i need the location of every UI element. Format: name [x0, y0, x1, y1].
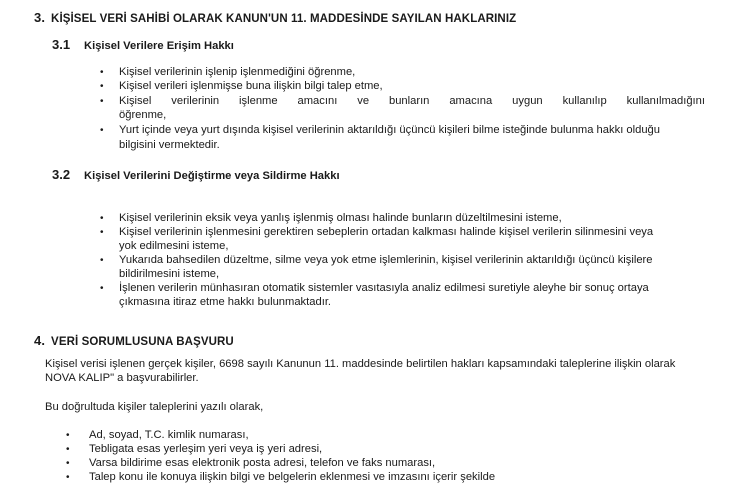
list-item: Yukarıda bahsedilen düzeltme, silme veya yok etme işlemlerinin, kişisel verilerinin aktarıldığı üçüncü kişilere	[119, 254, 653, 266]
list-item-continuation: çıkmasına itiraz etme hakkı bulunmaktadır.	[119, 296, 332, 308]
list-item: Talep konu ile konuya ilişkin bilgi ve belgelerin eklenmesi ve imzasını içerir şekilde	[89, 471, 496, 483]
list-item: İşlenen verilerin münhasıran otomatik sistemler vasıtasıyla analiz edilmesi suretiyle aleyhe bir sonuç ortaya	[119, 282, 649, 294]
subsection-3-2-number: 3.2	[52, 167, 71, 182]
subsection-3-2-heading	[52, 167, 340, 182]
section-4-heading	[34, 333, 234, 348]
paragraph-line: NOVA KALIP" a başvurabilirler.	[45, 372, 199, 384]
list-item: Kişisel verilerinin eksik veya yanlış işlenmiş olması halinde bunların düzeltilmesini isteme,	[119, 212, 562, 224]
list-item: Varsa bildirime esas elektronik posta adresi, telefon ve faks numarası,	[89, 457, 436, 469]
section-3-number: 3.	[34, 10, 46, 25]
subsection-3-2-title: Kişisel Verilerini Değiştirme veya Sildirme Hakkı	[84, 170, 340, 182]
list-item: Kişisel verilerinin işlenme amacını ve bunların amacına uygun kullanılıp kullanılmadığını	[119, 95, 705, 107]
list-item-continuation: bilgisini vermektedir.	[119, 139, 220, 151]
bullet-icon: •	[100, 283, 104, 294]
bullet-icon: •	[66, 472, 70, 483]
bullet-icon: •	[66, 458, 70, 469]
bullet-icon: •	[66, 444, 70, 455]
bullet-icon: •	[100, 67, 104, 78]
bullet-icon: •	[66, 430, 70, 441]
list-item-continuation: bildirilmesini isteme,	[119, 268, 220, 280]
subsection-3-1-title: Kişisel Verilere Erişim Hakkı	[84, 40, 234, 52]
subsection-3-1-heading	[52, 37, 234, 52]
paragraph-line: Kişisel verisi işlenen gerçek kişiler, 6698 sayılı Kanunun 11. maddesinde belirtilen hakları kapsamındaki taleplerine ilişkin olarak	[45, 358, 676, 370]
bullet-icon: •	[100, 125, 104, 136]
list-item: Yurt içinde veya yurt dışında kişisel verilerinin aktarıldığı üçüncü kişileri bilme isteğinde bulunma hakkı olduğu	[119, 124, 661, 136]
list-item-continuation: öğrenme,	[119, 109, 167, 121]
list-item: Ad, soyad, T.C. kimlik numarası,	[89, 429, 249, 441]
list-item: Kişisel verilerinin işlenip işlenmediğini öğrenme,	[119, 66, 356, 78]
bullet-icon: •	[100, 227, 104, 238]
bullet-icon: •	[100, 96, 104, 107]
list-item: Kişisel verilerinin işlenmesini gerektiren sebeplerin ortadan kalkması halinde kişisel verilerin silinmesini veya	[119, 226, 654, 238]
bullet-icon: •	[100, 255, 104, 266]
section-3-heading	[34, 10, 516, 25]
list-item-continuation: yok edilmesini isteme,	[119, 240, 229, 252]
section-3-title: KİŞİSEL VERİ SAHİBİ OLARAK KANUN'UN 11. MADDESİNDE SAYILAN HAKLARINIZ	[51, 13, 517, 25]
bullet-icon: •	[100, 213, 104, 224]
list-item: Tebligata esas yerleşim yeri veya iş yeri adresi,	[89, 443, 323, 455]
subsection-3-1-number: 3.1	[52, 37, 71, 52]
list-item: Kişisel verileri işlenmişse buna ilişkin bilgi talep etme,	[119, 80, 383, 92]
bullet-icon: •	[100, 81, 104, 92]
section-4-number: 4.	[34, 333, 46, 348]
section-4-title: VERİ SORUMLUSUNA BAŞVURU	[51, 336, 234, 348]
paragraph: Bu doğrultuda kişiler taleplerini yazılı olarak,	[45, 401, 264, 413]
